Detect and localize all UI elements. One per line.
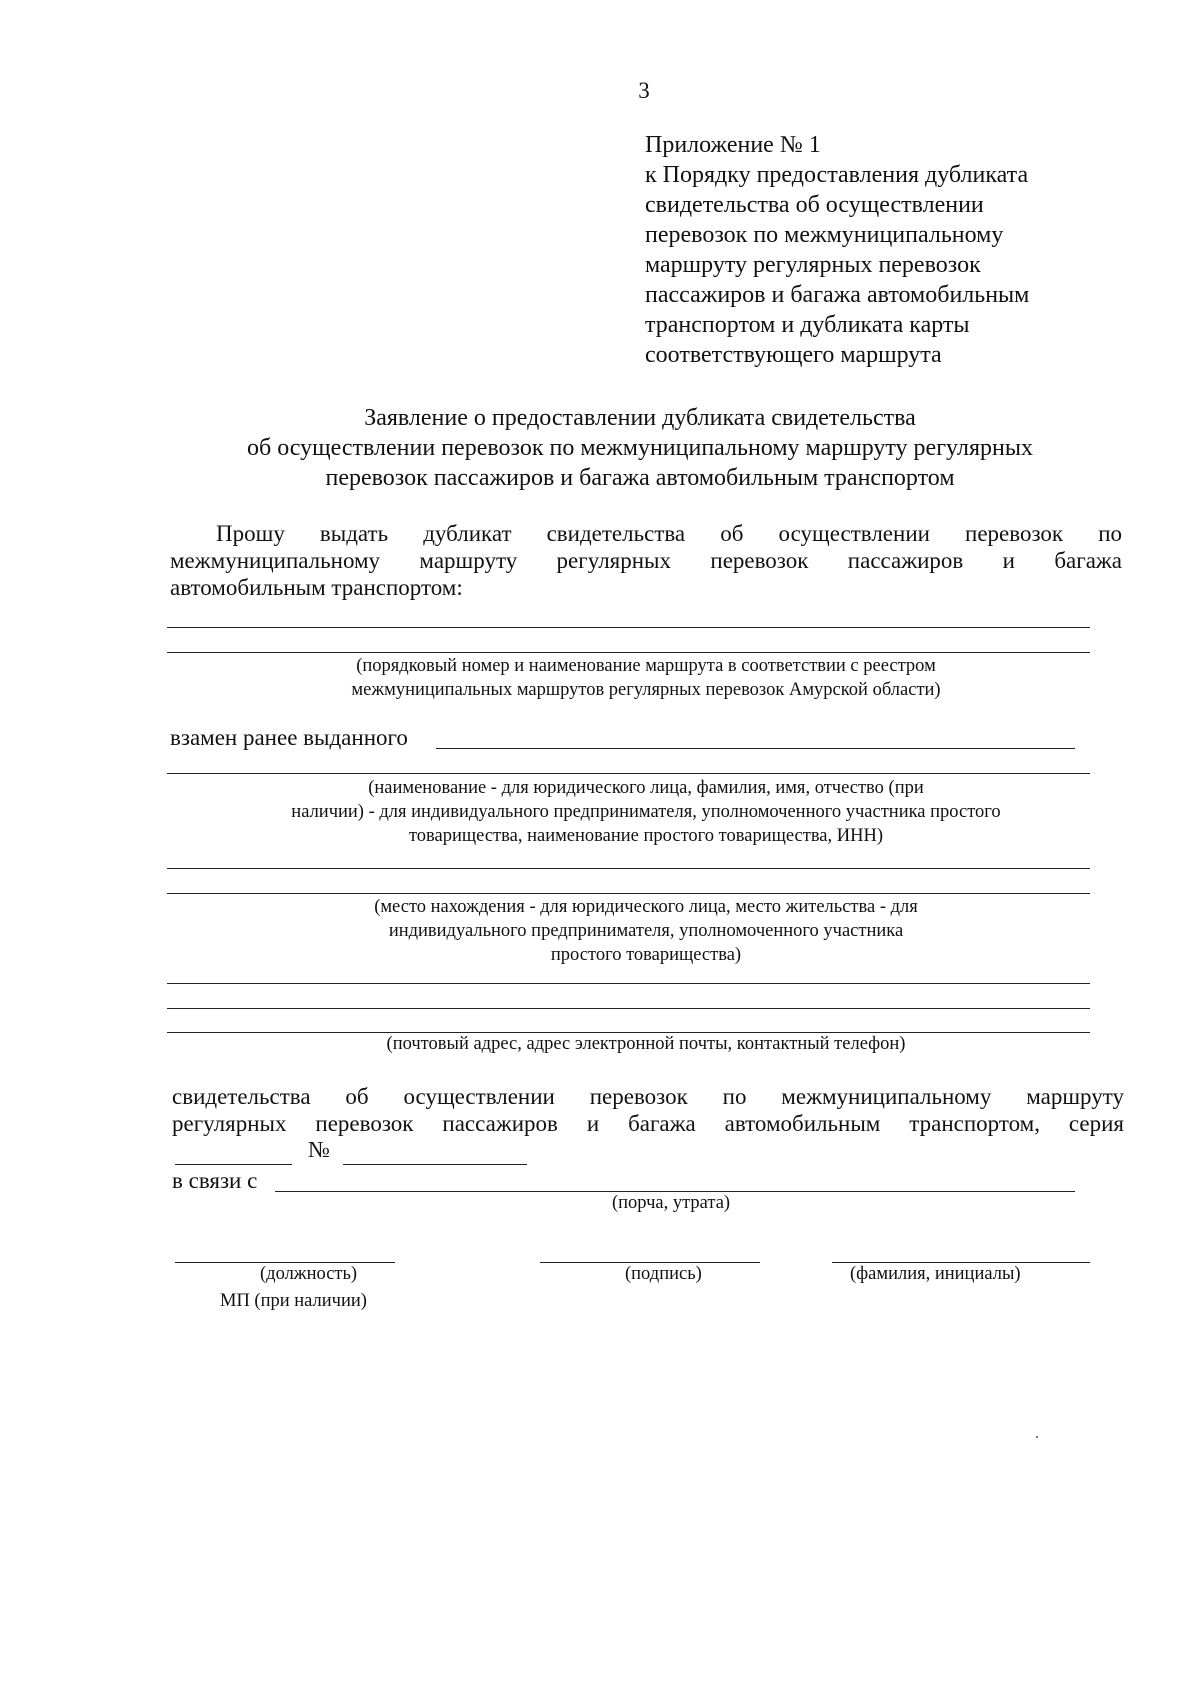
stamp-label: МП (при наличии) bbox=[220, 1291, 367, 1311]
caption-line: товарищества, наименование простого товарищества, ИНН) bbox=[408, 826, 884, 846]
contacts-fill-line[interactable] bbox=[167, 1008, 1090, 1009]
location-fill-line[interactable] bbox=[167, 893, 1090, 894]
position-fill-line[interactable] bbox=[175, 1262, 395, 1263]
appendix-line: транспортом и дубликата карты bbox=[645, 312, 970, 338]
number-fill-line[interactable] bbox=[343, 1164, 527, 1165]
request-line: межмуниципальному маршруту регулярных перевозок пассажиров и багажа bbox=[170, 548, 1122, 573]
caption-location bbox=[170, 895, 1122, 967]
caption-line: простого товарищества) bbox=[550, 945, 742, 965]
appendix-line: Приложение № 1 bbox=[645, 132, 821, 158]
series-fill-line[interactable] bbox=[175, 1164, 292, 1165]
instead-fill-line[interactable] bbox=[436, 748, 1075, 749]
number-sign: № bbox=[308, 1137, 330, 1162]
name-fill-line[interactable] bbox=[167, 773, 1090, 774]
route-fill-line[interactable] bbox=[167, 627, 1090, 628]
request-line: Прошу выдать дубликат свидетельства об осуществлении перевозок по bbox=[216, 521, 1122, 546]
document-title bbox=[160, 403, 1120, 493]
appendix-line: перевозок по межмуниципальному bbox=[645, 222, 1004, 248]
request-paragraph bbox=[170, 520, 1122, 601]
location-fill-line[interactable] bbox=[167, 868, 1090, 869]
caption-reason: (порча, утрата) bbox=[612, 1193, 731, 1213]
appendix-line: свидетельства об осуществлении bbox=[645, 192, 984, 218]
caption-line: наличии) - для индивидуального предпринимателя, уполномоченного участника простого bbox=[291, 802, 1001, 822]
caption-line: индивидуального предпринимателя, уполномоченного участника bbox=[388, 921, 904, 941]
caption-name bbox=[170, 776, 1122, 848]
caption-line: межмуниципальных маршрутов регулярных перевозок Амурской области) bbox=[351, 680, 941, 700]
caption-line: (место нахождения - для юридического лица, место жительства - для bbox=[374, 897, 918, 917]
scan-speck bbox=[1036, 1436, 1038, 1438]
caption-fullname: (фамилия, инициалы) bbox=[850, 1264, 1021, 1284]
appendix-line: маршруту регулярных перевозок bbox=[645, 252, 981, 278]
page-number: 3 bbox=[638, 78, 650, 103]
caption-sign: (подпись) bbox=[625, 1264, 702, 1284]
instead-label: взамен ранее выданного bbox=[170, 725, 408, 750]
caption-contacts bbox=[170, 1032, 1122, 1056]
reason-fill-line[interactable] bbox=[275, 1191, 1075, 1192]
reason-label: в связи с bbox=[172, 1168, 258, 1193]
certificate-line: регулярных перевозок пассажиров и багажа автомобильным транспортом, серия bbox=[172, 1111, 1124, 1136]
appendix-line: к Порядку предоставления дубликата bbox=[645, 162, 1029, 188]
caption-position: (должность) bbox=[260, 1264, 358, 1284]
request-line: автомобильным транспортом: bbox=[170, 575, 463, 600]
title-line: об осуществлении перевозок по межмуниципальному маршруту регулярных bbox=[247, 435, 1033, 461]
appendix-header bbox=[645, 130, 1165, 370]
signature-fill-line[interactable] bbox=[540, 1262, 760, 1263]
contacts-fill-line[interactable] bbox=[167, 983, 1090, 984]
appendix-line: пассажиров и багажа автомобильным bbox=[645, 282, 1030, 308]
name-signature-fill-line[interactable] bbox=[832, 1262, 1090, 1263]
certificate-line: свидетельства об осуществлении перевозок по межмуниципальному маршруту bbox=[172, 1084, 1124, 1109]
title-line: перевозок пассажиров и багажа автомобильным транспортом bbox=[325, 465, 955, 491]
appendix-line: соответствующего маршрута bbox=[645, 342, 942, 368]
caption-route bbox=[170, 654, 1122, 702]
route-fill-line[interactable] bbox=[167, 652, 1090, 653]
title-line: Заявление о предоставлении дубликата свидетельства bbox=[364, 405, 916, 431]
caption-line: (наименование - для юридического лица, фамилия, имя, отчество (при bbox=[368, 778, 924, 798]
certificate-paragraph bbox=[172, 1083, 1124, 1137]
caption-line: (порядковый номер и наименование маршрута в соответствии с реестром bbox=[356, 656, 936, 676]
caption-line: (почтовый адрес, адрес электронной почты, контактный телефон) bbox=[386, 1034, 906, 1054]
